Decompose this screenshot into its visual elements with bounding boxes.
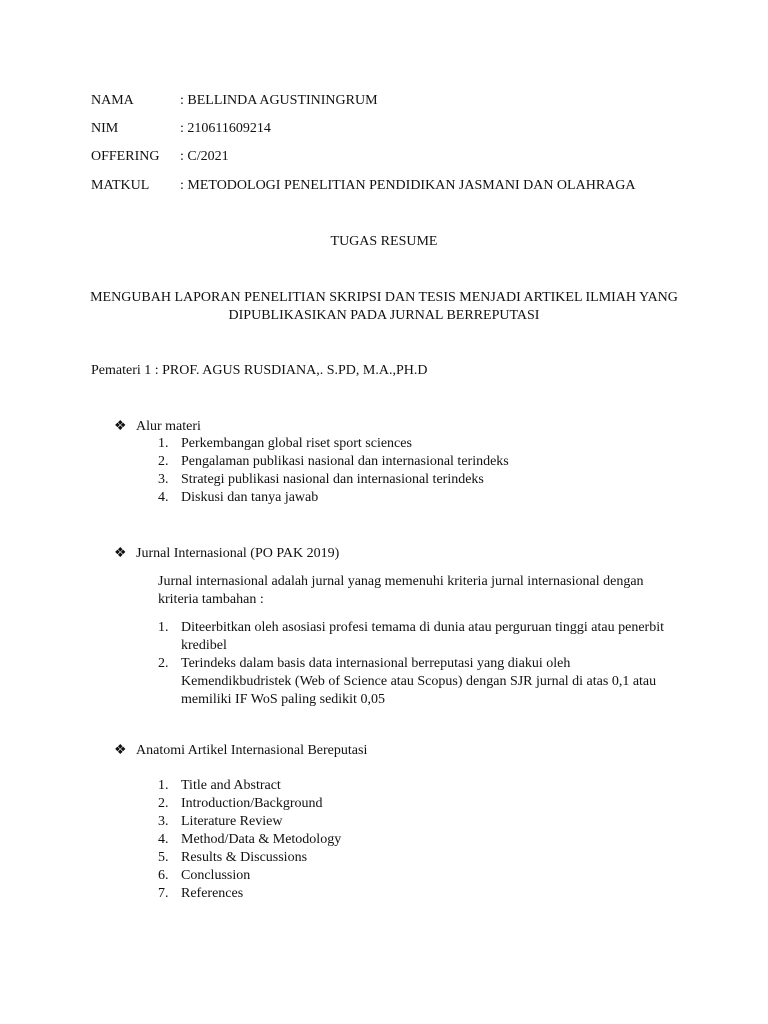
list-number: 4. bbox=[158, 832, 169, 847]
diamond-bullet-icon: ❖ bbox=[114, 743, 127, 758]
list-number: 3. bbox=[158, 814, 169, 829]
info-key: NAMA bbox=[91, 93, 134, 108]
list-item bbox=[158, 619, 678, 655]
list-number: 3. bbox=[158, 472, 169, 487]
list-item bbox=[158, 813, 341, 831]
diamond-bullet-icon: ❖ bbox=[114, 546, 127, 561]
list-text: Conclussion bbox=[181, 868, 251, 883]
list-item bbox=[158, 489, 509, 507]
list-item bbox=[158, 471, 509, 489]
list-item bbox=[158, 867, 341, 885]
info-key: OFFERING bbox=[91, 149, 160, 164]
list-text: Results & Discussions bbox=[181, 850, 308, 865]
list-text: Strategi publikasi nasional dan internasional terindeks bbox=[181, 472, 484, 487]
section-title: Alur materi bbox=[136, 419, 201, 434]
info-value: : BELLINDA AGUSTININGRUM bbox=[180, 93, 378, 108]
section-heading-anatomi bbox=[114, 742, 367, 760]
list-number: 4. bbox=[158, 490, 169, 505]
section-title: Anatomi Artikel Internasional Bereputasi bbox=[136, 743, 368, 758]
list-number: 1. bbox=[158, 620, 169, 635]
list-text: Pengalaman publikasi nasional dan internasional terindeks bbox=[181, 454, 509, 469]
list-item bbox=[158, 849, 341, 867]
list-item bbox=[158, 453, 509, 471]
list-text: References bbox=[181, 886, 244, 901]
list-text: Introduction/Background bbox=[181, 796, 323, 811]
list-item bbox=[158, 777, 341, 795]
list-item bbox=[158, 655, 678, 709]
info-value: : 210611609214 bbox=[180, 121, 271, 136]
list-number: 2. bbox=[158, 656, 169, 671]
list-text: Method/Data & Metodology bbox=[181, 832, 342, 847]
list-text: Diteerbitkan oleh asosiasi profesi temama di dunia atau perguruan tinggi atau penerbit kredibel bbox=[181, 620, 664, 653]
list-number: 6. bbox=[158, 868, 169, 883]
info-value: : METODOLOGI PENELITIAN PENDIDIKAN JASMANI DAN OLAHRAGA bbox=[180, 178, 636, 193]
list-item bbox=[158, 885, 341, 903]
list-number: 1. bbox=[158, 778, 169, 793]
diamond-bullet-icon: ❖ bbox=[114, 419, 127, 434]
list-text: Perkembangan global riset sport sciences bbox=[181, 436, 412, 451]
section-heading-jurnal bbox=[114, 545, 339, 563]
main-title-line-1: MENGUBAH LAPORAN PENELITIAN SKRIPSI DAN TESIS MENJADI ARTIKEL ILMIAH YANG bbox=[90, 290, 678, 305]
list-text: Diskusi dan tanya jawab bbox=[181, 490, 319, 505]
info-value: : C/2021 bbox=[180, 149, 229, 164]
list-item bbox=[158, 435, 509, 453]
list-number: 7. bbox=[158, 886, 169, 901]
list-number: 2. bbox=[158, 796, 169, 811]
list-text: Literature Review bbox=[181, 814, 283, 829]
main-title-line-2: DIPUBLIKASIKAN PADA JURNAL BERREPUTASI bbox=[228, 308, 540, 323]
task-title: TUGAS RESUME bbox=[330, 234, 438, 249]
info-key: MATKUL bbox=[91, 178, 150, 193]
section-title: Jurnal Internasional (PO PAK 2019) bbox=[136, 546, 340, 561]
anatomi-list bbox=[158, 777, 341, 903]
jurnal-criteria-list bbox=[158, 619, 678, 709]
list-item bbox=[158, 795, 341, 813]
pemateri-line: Pemateri 1 : PROF. AGUS RUSDIANA,. S.PD, M.A.,PH.D bbox=[91, 363, 428, 378]
list-item bbox=[158, 831, 341, 849]
list-text: Title and Abstract bbox=[181, 778, 281, 793]
alur-list bbox=[158, 435, 509, 507]
list-number: 2. bbox=[158, 454, 169, 469]
list-number: 5. bbox=[158, 850, 169, 865]
list-number: 1. bbox=[158, 436, 169, 451]
jurnal-paragraph: Jurnal internasional adalah jurnal yanag memenuhi kriteria jurnal internasional dengan kriteria tambahan : bbox=[158, 574, 644, 607]
section-heading-alur bbox=[114, 418, 201, 436]
info-key: NIM bbox=[91, 121, 119, 136]
list-text: Terindeks dalam basis data internasional berreputasi yang diakui oleh Kemendikbudristek (Web of Science atau Scopus) dengan SJR jurnal di atas 0,1 atau memiliki IF WoS paling sedikit 0,05 bbox=[181, 656, 657, 707]
